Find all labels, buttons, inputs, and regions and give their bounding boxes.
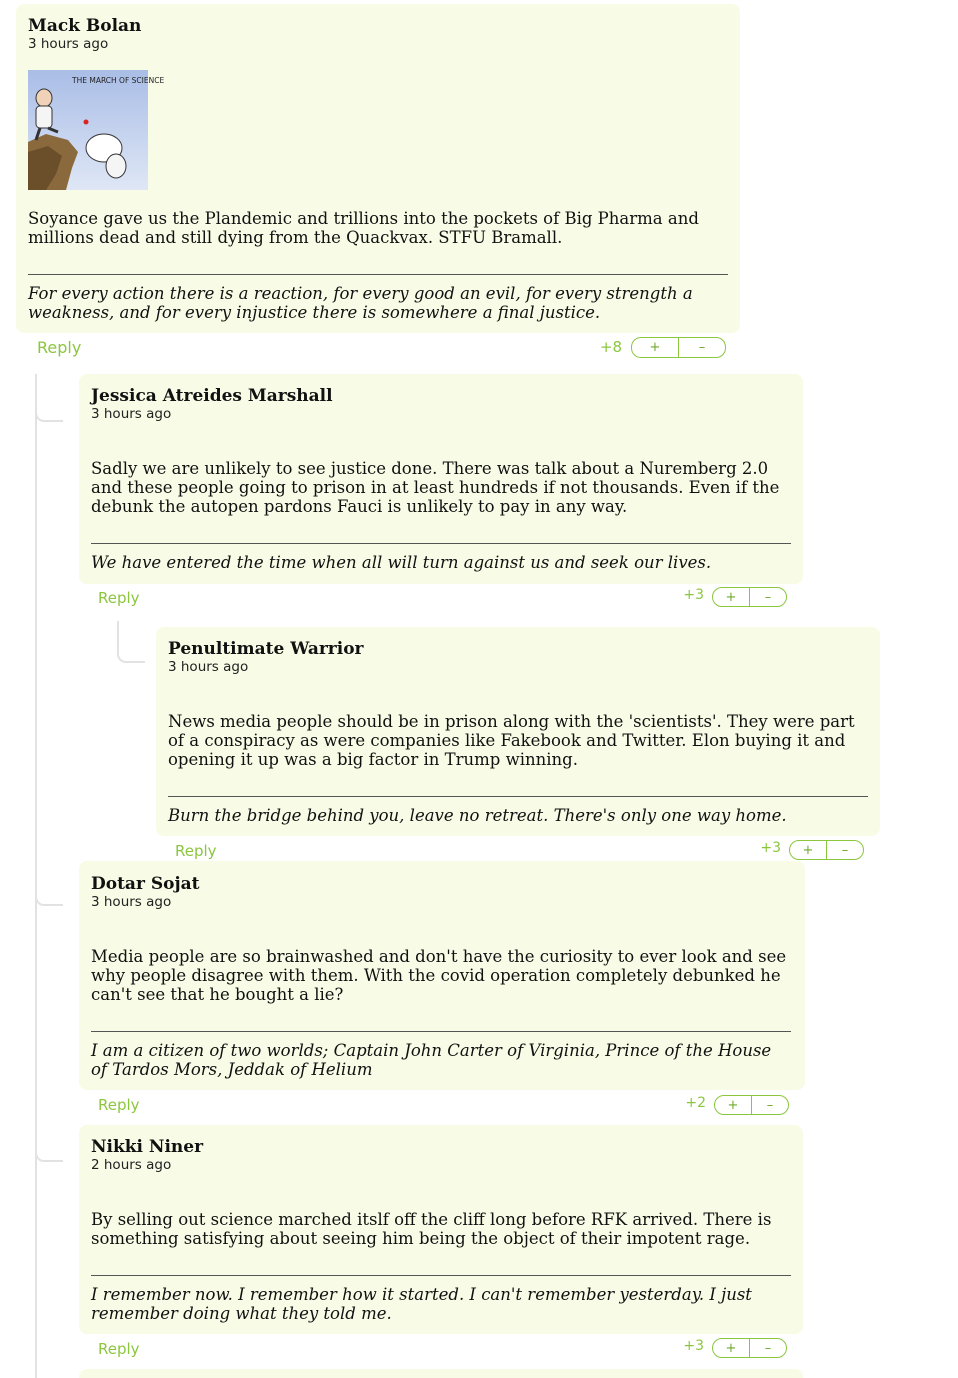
comment-signature: I remember now. I remember how it started. I can't remember yesterday. I just remember doing what they told me. <box>91 1285 752 1323</box>
signature-divider <box>168 796 868 797</box>
vote-buttons <box>789 840 864 860</box>
vote-buttons <box>714 1095 789 1115</box>
vote-buttons <box>712 587 787 607</box>
comment-timestamp[interactable]: 3 hours ago <box>91 894 172 910</box>
reply-button[interactable]: Reply <box>37 338 82 357</box>
comment-body: News media people should be in prison along with the 'scientists'. They were part of a conspiracy as were companies like Fakebook and Twitter. Elon buying it and opening it up was a big factor in Trump winning. <box>168 712 855 769</box>
upvote-button[interactable]: + <box>727 1097 739 1113</box>
comment-signature: For every action there is a reaction, for every good an evil, for every strength a weakness, and for every injustice there is somewhere a final justice. <box>28 284 693 322</box>
comment-image[interactable] <box>28 70 165 190</box>
thread-connector <box>35 861 63 906</box>
vote-buttons <box>712 1338 787 1358</box>
vote-score: +3 <box>683 587 704 603</box>
comment-signature: I am a citizen of two worlds; Captain John Carter of Virginia, Prince of the House of Tardos Mors, Jeddak of Helium <box>91 1041 772 1079</box>
vote-score: +8 <box>599 338 622 356</box>
comment-footer <box>156 836 880 858</box>
comment-body: Soyance gave us the Plandemic and trillions into the pockets of Big Pharma and millions dead and still dying from the Quackvax. STFU Bramall. <box>28 209 699 247</box>
upvote-button[interactable]: + <box>649 340 661 355</box>
comment-author[interactable]: Penultimate Warrior <box>168 639 364 659</box>
reply-button[interactable]: Reply <box>175 842 217 860</box>
downvote-button[interactable]: – <box>749 1339 786 1357</box>
upvote-button[interactable]: + <box>725 589 737 605</box>
signature-divider <box>28 274 728 275</box>
comment-body: By selling out science marched itslf off the cliff long before RFK arrived. There is something satisfying about seeing him being the object of their impotent rage. <box>91 1210 772 1248</box>
signature-divider <box>91 1275 791 1276</box>
comment-author[interactable]: Jessica Atreides Marshall <box>91 386 333 406</box>
comment-author[interactable]: Dotar Sojat <box>91 874 200 894</box>
comment-timestamp[interactable]: 3 hours ago <box>28 36 109 52</box>
vote-score: +3 <box>683 1338 704 1354</box>
reply-button[interactable]: Reply <box>98 589 140 607</box>
vote-score: +2 <box>685 1095 706 1111</box>
thread-connector <box>117 621 145 663</box>
reply-button[interactable]: Reply <box>98 1340 140 1358</box>
downvote-button[interactable]: – <box>826 841 863 859</box>
comment-timestamp[interactable]: 3 hours ago <box>168 659 249 675</box>
upvote-button[interactable]: + <box>725 1340 737 1356</box>
comment-author[interactable]: Nikki Niner <box>91 1137 204 1157</box>
thread-connector <box>35 374 63 422</box>
comment-signature: Burn the bridge behind you, leave no retreat. There's only one way home. <box>168 806 787 825</box>
thread-connector <box>35 1124 63 1162</box>
comment-body: Sadly we are unlikely to see justice done. There was talk about a Nuremberg 2.0 and these people going to prison in at least hundreds if not thousands. Even if the debunk the autopen pardons Fauci is unlikely to pay in any way. <box>91 459 780 516</box>
vote-buttons <box>631 337 726 358</box>
comment-signature: We have entered the time when all will turn against us and seek our lives. <box>91 553 712 572</box>
downvote-button[interactable]: – <box>751 1096 788 1114</box>
reply-button[interactable]: Reply <box>98 1096 140 1114</box>
downvote-button[interactable]: – <box>678 338 725 357</box>
downvote-button[interactable]: – <box>749 588 786 606</box>
upvote-button[interactable]: + <box>802 842 814 858</box>
signature-divider <box>91 1031 791 1032</box>
vote-score: +3 <box>760 840 781 856</box>
comment-body: Media people are so brainwashed and don't have the curiosity to ever look and see why people disagree with them. With the covid operation completely debunked he can't see that he bought a lie? <box>91 947 787 1004</box>
comment-author[interactable]: Mack Bolan <box>28 16 142 36</box>
signature-divider <box>91 543 791 544</box>
comment-timestamp[interactable]: 3 hours ago <box>91 406 172 422</box>
cartoon-caption: THE MARCH OF SCIENCE <box>72 76 165 85</box>
cartoon-illustration <box>28 70 165 190</box>
comment-timestamp[interactable]: 2 hours ago <box>91 1157 172 1173</box>
comment-card-next <box>79 1369 803 1378</box>
